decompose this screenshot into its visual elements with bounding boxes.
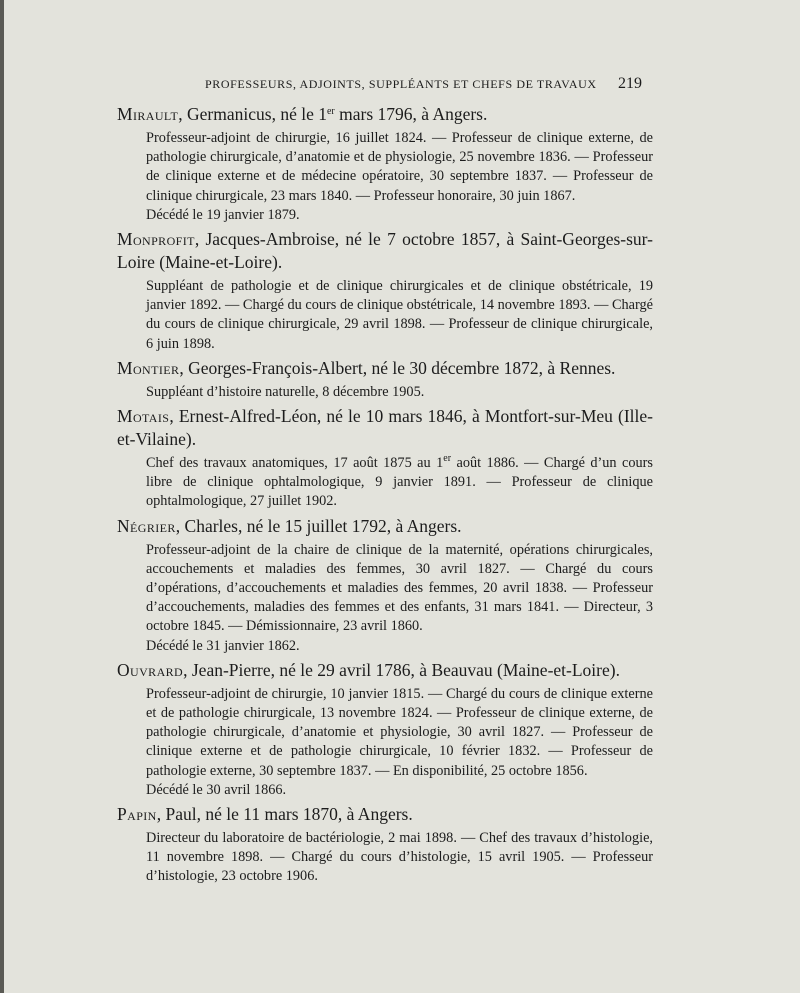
entry-surname: Ouvrard xyxy=(117,659,184,680)
entry-monprofit xyxy=(117,228,653,354)
entry-surname: Négrier xyxy=(117,515,176,536)
entry-heading xyxy=(117,405,653,451)
entry-heading-text: , Jacques-Ambroise, né le 7 octobre 1857, à Saint-Georges-sur-Loire (Maine-et-Loire). xyxy=(117,229,653,273)
entry-motais xyxy=(117,405,653,512)
entry-surname: Monprofit xyxy=(117,229,195,250)
entry-heading-text: , Germanicus, né le 1 xyxy=(178,104,327,124)
entry-montier xyxy=(117,357,653,402)
entry-heading-text: , Ernest-Alfred-Léon, né le 10 mars 1846, à Montfort-sur-Meu (Ille-et-Vilaine). xyxy=(117,406,653,450)
entry-surname: Motais xyxy=(117,406,170,427)
running-head xyxy=(0,75,800,95)
entry-body xyxy=(117,454,653,512)
entry-heading-text: , Jean-Pierre, né le 29 avril 1786, à Beauvau (Maine-et-Loire). xyxy=(183,659,620,680)
running-head-title: PROFESSEURS, ADJOINTS, SUPPLÉANTS ET CHEFS DE TRAVAUX xyxy=(205,77,597,91)
entry-paragraph: Suppléant de pathologie et de clinique chirurgicales et de clinique obstétricale, 19 janvier 1892. — Chargé du cours de clinique obstétricale, 14 novembre 1893. — Chargé du cours de clinique chirurgicale, 29 avril 1898. — Professeur de clinique chirurgicale, 6 juin 1898. xyxy=(146,278,653,352)
entry-heading xyxy=(117,357,653,380)
entry-ouvrard xyxy=(117,659,653,800)
page-content xyxy=(117,103,653,887)
entry-paragraph xyxy=(146,454,653,512)
entry-paragraph: Professeur-adjoint de la chaire de clinique de la maternité, opérations chirurgicales, accouchements et maladies des femmes, 30 avril 1827. — Chargé du cours d’opérations, d’accouchements et maladies des femmes, 20 avril 1838. — Professeur d’accouchements, maladies des femmes et des enfants, 31 mars 1841. — Directeur, 3 octobre 1845. — Démissionnaire, 23 avril 1860. xyxy=(146,541,653,635)
entry-heading-text: , Paul, né le 11 mars 1870, à Angers. xyxy=(156,804,413,825)
entry-paragraph: Professeur-adjoint de chirurgie, 16 juillet 1824. — Professeur de clinique externe, de pathologie chirurgicale, d’anatomie et de physiologie, 25 novembre 1836. — Professeur de clinique externe et de médecine opératoire, 30 septembre 1837. — Professeur de clinique chirurgicale, 23 mars 1840. — Professeur honoraire, 30 juin 1867. xyxy=(146,130,653,204)
entry-body xyxy=(117,277,653,354)
entry-paragraph-text: août 1886. — Chargé d’un cours libre de clinique ophtalmologique, 9 janvier 1891. — Professeur de clinique ophtalmologique, 27 juillet 1902. xyxy=(146,455,653,510)
entry-body xyxy=(117,685,653,800)
entry-heading xyxy=(117,803,653,826)
entry-paragraph: Décédé le 30 avril 1866. xyxy=(146,781,287,798)
page-number: 219 xyxy=(618,75,642,92)
entry-heading-text: , Charles, né le 15 juillet 1792, à Angers. xyxy=(175,515,462,536)
entry-paragraph: Professeur-adjoint de chirurgie, 10 janvier 1815. — Chargé du cours de clinique externe et de pathologie chirurgicale, 13 novembre 1824. — Professeur de clinique externe, de pathologie chirurgicale, d’anatomie et physiologie, 30 avril 1827. — Professeur de clinique externe et de pathologie chirurgicale, 10 février 1832. — Professeur de pathologie externe, 30 septembre 1837. — En disponibilité, 25 octobre 1856. xyxy=(146,685,653,779)
entry-paragraph: Suppléant d’histoire naturelle, 8 décembre 1905. xyxy=(146,383,425,400)
entry-heading xyxy=(117,659,653,682)
entry-heading-text: mars 1796, à Angers. xyxy=(334,104,488,124)
entry-paragraph: Décédé le 19 janvier 1879. xyxy=(146,206,300,223)
entry-heading xyxy=(117,103,653,126)
entry-heading-text: , Georges-François-Albert, né le 30 décembre 1872, à Rennes. xyxy=(179,357,616,378)
entry-body xyxy=(117,383,653,402)
entry-body xyxy=(117,541,653,656)
entry-surname: Montier xyxy=(117,357,180,378)
entry-heading xyxy=(117,515,653,538)
entry-paragraph: Décédé le 31 janvier 1862. xyxy=(146,637,300,654)
page-edge xyxy=(0,0,4,993)
superscript: er xyxy=(443,453,452,465)
entry-body xyxy=(117,829,653,887)
entry-paragraph-text: Chef des travaux anatomiques, 17 août 1875 au 1 xyxy=(146,455,444,472)
entry-body xyxy=(117,129,653,225)
superscript: er xyxy=(326,106,335,117)
entry-mirault xyxy=(117,103,653,225)
entry-surname: Mirault xyxy=(117,104,179,124)
entry-negrier xyxy=(117,515,653,656)
entry-papin xyxy=(117,803,653,887)
entry-surname: Papin xyxy=(117,804,157,825)
entry-heading xyxy=(117,228,653,274)
entry-paragraph: Directeur du laboratoire de bactériologie, 2 mai 1898. — Chef des travaux d’histologie, 11 novembre 1898. — Chargé du cours d’histologie, 15 avril 1905. — Professeur d’histologie, 23 octobre 1906. xyxy=(146,830,653,885)
